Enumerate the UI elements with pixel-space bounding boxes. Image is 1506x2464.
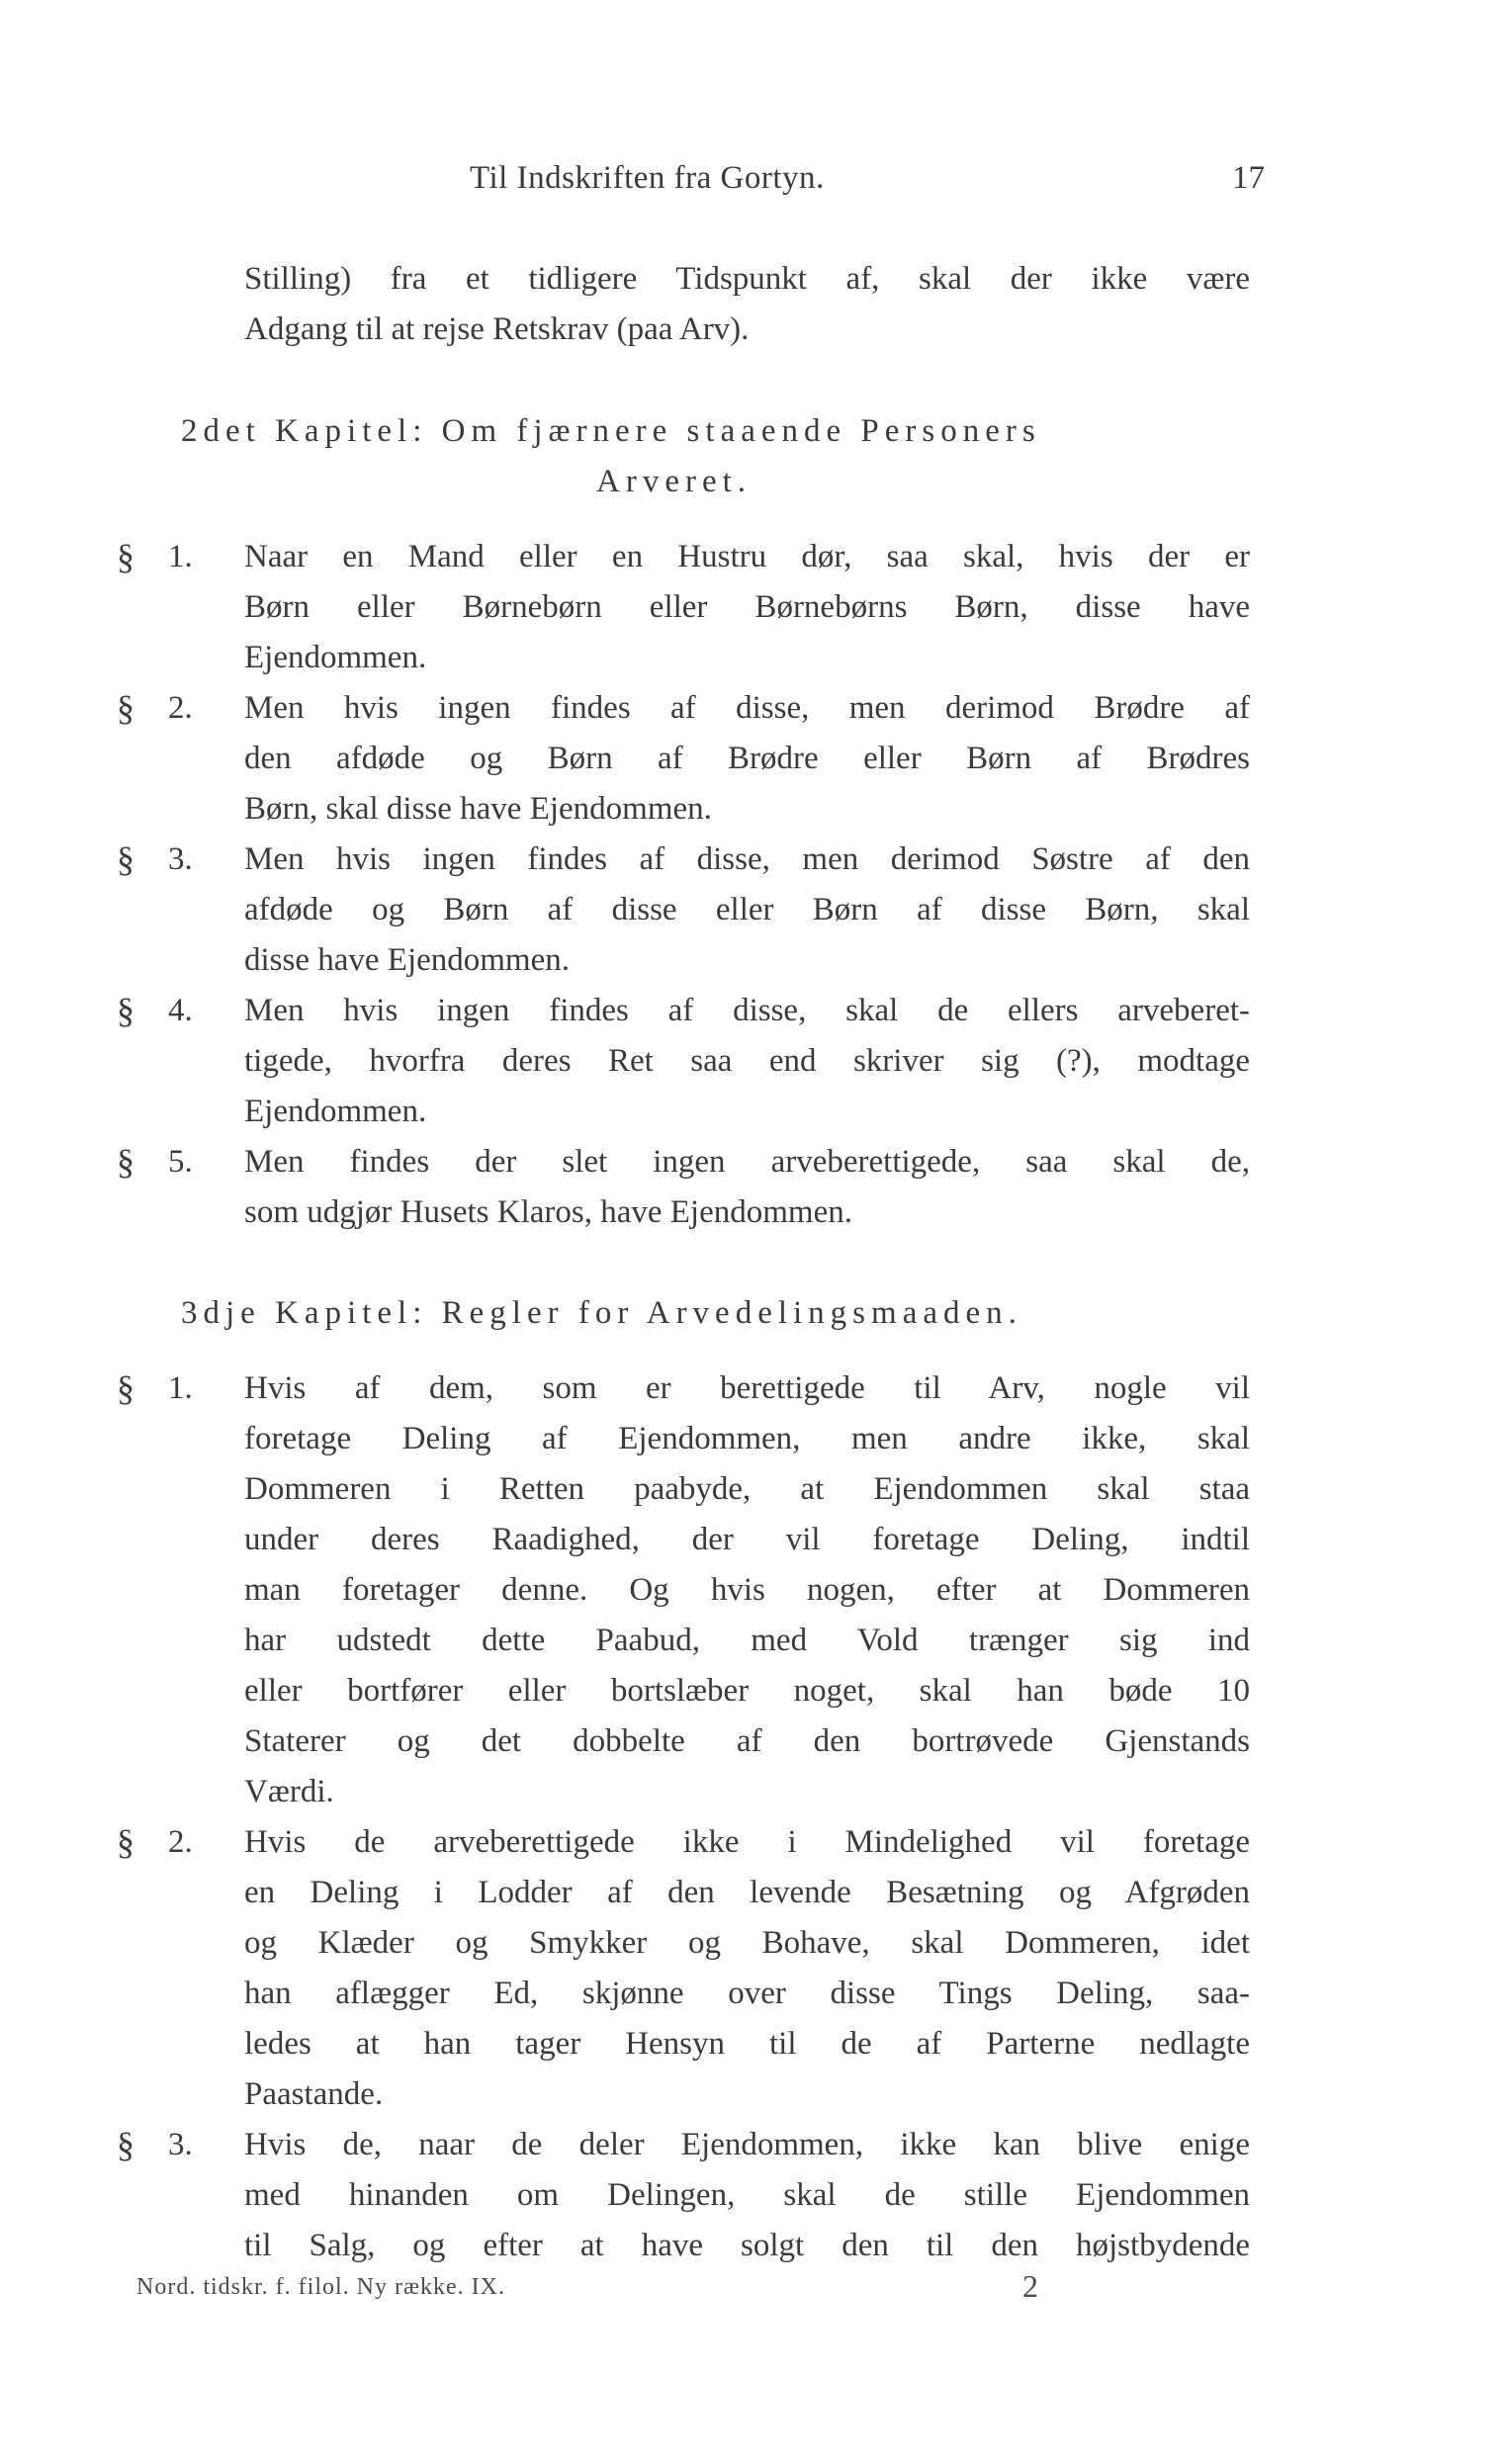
text-line: Stilling) fra et tidligere Tidspunkt af, skal der ikke være [244,261,1250,297]
section-number: 2. [168,690,193,726]
text-line: Børn eller Børnebørn eller Børnebørns Børn, disse have [244,589,1250,625]
text-line: til Salg, og efter at have solgt den til den højstbydende [244,2228,1250,2263]
section-mark: § [117,1368,134,1408]
text-line: Børn, skal disse have Ejendommen. [244,791,712,827]
chapter-heading: 2det Kapitel: Om fjærnere staaende Personers [181,413,1041,449]
text-line: Men findes der slet ingen arveberettigede, saa skal de, [244,1144,1250,1180]
text-line: Hvis de, naar de deler Ejendommen, ikke kan blive enige [244,2127,1250,2162]
section-mark: § [117,1142,134,1182]
section-number: 1. [168,1370,193,1406]
text-line: Hvis de arveberettigede ikke i Mindelighed vil foretage [244,1824,1250,1860]
text-line: en Deling i Lodder af den levende Besætning og Afgrøden [244,1875,1250,1910]
text-line: og Klæder og Smykker og Bohave, skal Dommeren, idet [244,1925,1250,1961]
text-line: man foretager denne. Og hvis nogen, efter at Dommeren [244,1572,1250,1608]
text-line: tigede, hvorfra deres Ret saa end skriver sig (?), modtage [244,1043,1250,1079]
text-line: Hvis af dem, som er berettigede til Arv, nogle vil [244,1370,1250,1406]
sheet-signature: 2 [1022,2268,1038,2304]
text-line: Ejendommen. [244,1094,427,1129]
text-line: Men hvis ingen findes af disse, skal de ellers arveberet- [244,993,1250,1028]
text-line: foretage Deling af Ejendommen, men andre ikke, skal [244,1421,1250,1456]
section-mark: § [117,1822,134,1862]
text-line: han aflægger Ed, skjønne over disse Tings Deling, saa- [244,1976,1250,2011]
text-line: afdøde og Børn af disse eller Børn af disse Børn, skal [244,892,1250,927]
text-line: med hinanden om Delingen, skal de stille Ejendommen [244,2177,1250,2213]
text-line: Men hvis ingen findes af disse, men derimod Brødre af [244,690,1250,726]
section-mark: § [117,688,134,728]
text-line: har udstedt dette Paabud, med Vold trænger sig ind [244,1623,1250,1658]
running-title: Til Indskriften fra Gortyn. [470,160,825,196]
section-mark: § [117,839,134,879]
section-number: 3. [168,2127,193,2162]
page-number: 17 [1232,160,1265,196]
text-line: ledes at han tager Hensyn til de af Parterne nedlagte [244,2026,1250,2062]
section-number: 1. [168,539,193,574]
section-mark: § [117,2125,134,2164]
section-number: 3. [168,841,193,877]
text-line: Men hvis ingen findes af disse, men derimod Søstre af den [244,841,1250,877]
text-line: den afdøde og Børn af Brødre eller Børn af Brødres [244,741,1250,776]
text-line: Dommeren i Retten paabyde, at Ejendommen skal staa [244,1471,1250,1507]
section-mark: § [117,991,134,1030]
text-line: som udgjør Husets Klaros, have Ejendommen. [244,1194,852,1230]
text-line: under deres Raadighed, der vil foretage Deling, indtil [244,1522,1250,1557]
section-mark: § [117,537,134,576]
section-number: 5. [168,1144,193,1180]
text-line: Ejendommen. [244,640,427,675]
text-line: eller bortfører eller bortslæber noget, skal han bøde 10 [244,1673,1250,1709]
text-line: Naar en Mand eller en Hustru dør, saa skal, hvis der er [244,539,1250,574]
journal-signature: Nord. tidskr. f. filol. Ny række. IX. [136,2274,505,2300]
section-number: 2. [168,1824,193,1860]
text-line: Adgang til at rejse Retskrav (paa Arv). [244,311,750,347]
chapter-heading: 3dje Kapitel: Regler for Arvedelingsmaaden. [181,1295,1022,1331]
text-line: Paastande. [244,2076,384,2112]
section-number: 4. [168,993,193,1028]
text-line: Værdi. [244,1774,334,1809]
text-line: disse have Ejendommen. [244,942,571,978]
text-line: Staterer og det dobbelte af den bortrøvede Gjenstands [244,1723,1250,1759]
chapter-heading-continued: Arveret. [596,464,753,499]
running-header [0,160,1506,210]
